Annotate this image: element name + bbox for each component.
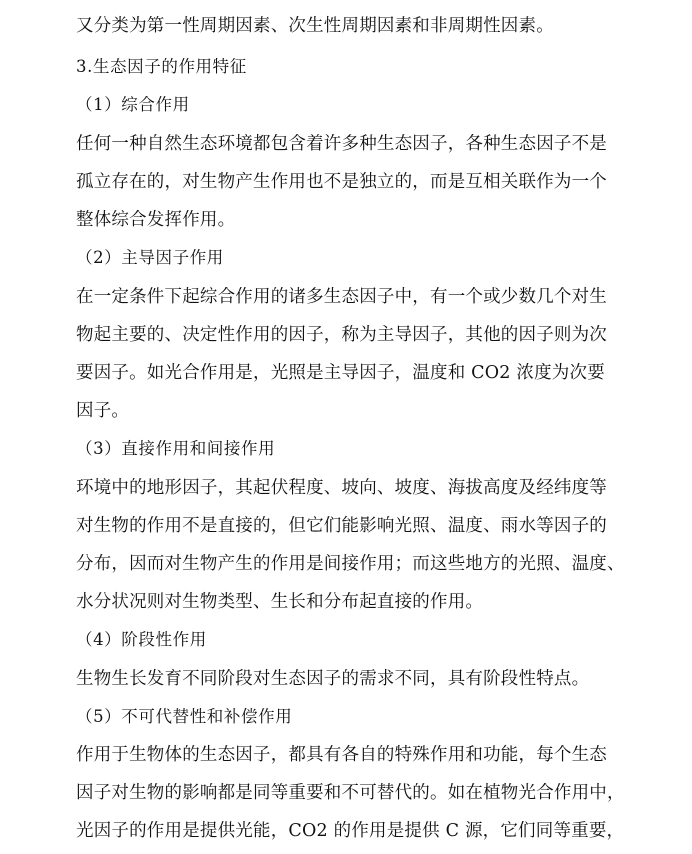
paragraph-line: 孤立存在的，对生物产生作用也不是独立的，而是互相关联作为一个 <box>76 172 607 192</box>
subsection-heading: （3）直接作用和间接作用 <box>76 439 276 458</box>
subsection-heading: （5）不可代替性和补偿作用 <box>76 707 293 726</box>
paragraph-line: 因子。 <box>76 401 130 421</box>
paragraph-line: 要因子。如光合作用是，光照是主导因子，温度和 CO2 浓度为次要 <box>76 363 605 383</box>
paragraph-line: 又分类为第一性周期因素、次生性周期因素和非周期性因素。 <box>76 16 554 36</box>
paragraph-line: 对生物的作用不是直接的，但它们能影响光照、温度、雨水等因子的 <box>76 516 607 536</box>
subsection-heading: （2）主导因子作用 <box>76 248 224 267</box>
paragraph-line: 水分状况则对生物类型、生长和分布起直接的作用。 <box>76 592 484 612</box>
paragraph-line: 在一定条件下起综合作用的诸多生态因子中，有一个或少数几个对生 <box>76 287 607 307</box>
paragraph-line: 分布，因而对生物产生的作用是间接作用；而这些地方的光照、温度、 <box>76 554 625 574</box>
paragraph-line: 作用于生物体的生态因子，都具有各自的特殊作用和功能，每个生态 <box>76 745 607 765</box>
paragraph-line: 光因子的作用是提供光能，CO2 的作用是提供 C 源，它们同等重要， <box>76 821 625 841</box>
paragraph-line: 因子对生物的影响都是同等重要和不可替代的。如在植物光合作用中， <box>76 783 625 803</box>
paragraph-line: 物起主要的、决定性作用的因子，称为主导因子，其他的因子则为次 <box>76 325 607 345</box>
subsection-heading: （4）阶段性作用 <box>76 630 207 649</box>
paragraph-line: 任何一种自然生态环境都包含着许多种生态因子，各种生态因子不是 <box>76 134 607 154</box>
subsection-heading: （1）综合作用 <box>76 95 190 114</box>
paragraph-line: 环境中的地形因子，其起伏程度、坡向、坡度、海拔高度及经纬度等 <box>76 478 607 498</box>
paragraph-line: 整体综合发挥作用。 <box>76 210 236 230</box>
section-heading: 3.生态因子的作用特征 <box>76 57 247 76</box>
paragraph-line: 生物生长发育不同阶段对生态因子的需求不同，具有阶段性特点。 <box>76 669 590 689</box>
